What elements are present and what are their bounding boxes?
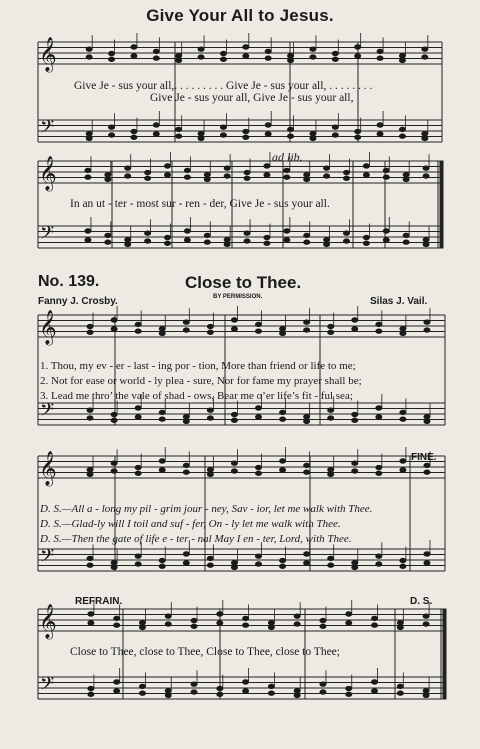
note-chord — [423, 154, 429, 178]
bass-staff — [38, 226, 442, 248]
note-chord — [256, 542, 262, 566]
note-chord — [105, 161, 111, 182]
treble-clef: 𝄞 — [39, 451, 57, 486]
note-chord — [344, 219, 350, 243]
note-chord — [111, 306, 117, 331]
note-chord — [344, 159, 350, 181]
note-chord — [352, 306, 358, 331]
note-chord — [85, 156, 91, 179]
note-chord — [256, 454, 262, 476]
note-chord — [332, 40, 338, 62]
note-chord — [288, 115, 294, 138]
note-chord — [105, 221, 111, 244]
note-chord — [363, 152, 369, 177]
note-chord — [376, 454, 382, 476]
note-chord — [135, 454, 141, 476]
note-chord — [191, 607, 197, 629]
note-chord — [153, 111, 159, 136]
note-chord — [231, 449, 237, 473]
note-chord — [139, 609, 145, 630]
note-chord — [109, 113, 115, 137]
hymn1-lyric-line1-upper: Give Je - sus your all,. . . . . . . . . Give Je - sus your all, . . . . . . . . — [74, 80, 373, 92]
refrain-lyric: Close to Thee, close to Thee, Close to Thee, close to Thee; — [70, 646, 340, 658]
note-chord — [400, 547, 406, 569]
note-chord — [397, 609, 403, 630]
note-chord — [355, 33, 361, 58]
note-chord — [231, 401, 237, 423]
note-chord — [328, 544, 334, 567]
note-chord — [243, 33, 249, 58]
refrain-label: REFRAIN. — [75, 596, 123, 607]
note-chord — [125, 154, 131, 178]
note-chord — [265, 37, 271, 60]
bass-clef: 𝄢 — [40, 223, 55, 248]
note-chord — [243, 604, 249, 627]
note-chord — [191, 670, 197, 694]
note-chord — [176, 115, 182, 138]
note-chord — [220, 40, 226, 62]
note-chord — [424, 540, 430, 565]
note-chord — [423, 226, 429, 247]
note-chord — [135, 542, 141, 566]
note-chord — [284, 217, 290, 242]
note-chord — [159, 315, 165, 336]
note-chord — [422, 120, 428, 141]
note-chord — [131, 118, 137, 140]
note-chord — [294, 677, 300, 698]
note-chord — [352, 401, 358, 423]
treble-clef: 𝄞 — [39, 310, 57, 345]
note-chord — [88, 675, 94, 697]
note-chord — [352, 549, 358, 570]
note-chord — [352, 449, 358, 473]
author: Fanny J. Crosby. — [38, 296, 118, 307]
hymn2-title: Close to Thee. — [185, 273, 302, 292]
note-chord — [114, 668, 120, 693]
composer: Silas J. Vail. — [370, 296, 428, 307]
note-chord — [280, 547, 286, 569]
bass-clef: 𝄢 — [40, 674, 55, 699]
note-chord — [139, 672, 145, 695]
note-chord — [400, 315, 406, 336]
note-chord — [304, 221, 310, 244]
note-chord — [165, 152, 171, 177]
note-chord — [310, 120, 316, 141]
note-chord — [383, 156, 389, 179]
note-chord — [304, 403, 310, 424]
note-chord — [207, 544, 213, 567]
note-chord — [207, 456, 213, 477]
note-chord — [320, 607, 326, 629]
note-chord — [268, 609, 274, 630]
treble-staff — [38, 609, 445, 631]
note-chord — [244, 159, 250, 181]
note-chord — [224, 154, 230, 178]
note-chord — [424, 403, 430, 424]
note-chord — [264, 224, 270, 246]
note-chord — [243, 118, 249, 140]
note-chord — [400, 447, 406, 472]
note-chord — [422, 35, 428, 59]
note-chord — [383, 217, 389, 242]
note-chord — [363, 224, 369, 246]
note-chord — [204, 161, 210, 182]
note-chord — [153, 37, 159, 60]
note-chord — [243, 668, 249, 693]
hymn-number: No. 139. — [38, 273, 100, 290]
note-chord — [346, 675, 352, 697]
note-chord — [183, 403, 189, 424]
note-chord — [377, 111, 383, 136]
note-chord — [183, 308, 189, 332]
note-chord — [328, 313, 334, 335]
note-chord — [159, 547, 165, 569]
final-barline-thick — [443, 609, 446, 699]
note-chord — [304, 161, 310, 182]
note-chord — [268, 672, 274, 695]
note-chord — [403, 221, 409, 244]
note-chord — [264, 152, 270, 177]
bass-staff — [38, 549, 445, 571]
note-chord — [377, 37, 383, 60]
note-chord — [111, 549, 117, 570]
note-chord — [231, 306, 237, 331]
note-chord — [224, 226, 230, 247]
note-chord — [332, 113, 338, 137]
note-chord — [231, 549, 237, 570]
note-chord — [423, 677, 429, 698]
note-chord — [372, 668, 378, 693]
note-chord — [424, 308, 430, 332]
note-chord — [184, 217, 190, 242]
note-chord — [217, 600, 223, 625]
ds-mark: D. S. — [410, 596, 433, 607]
hymn1-lyric-line2: In an ut - ter - most sur - ren - der, Give Je - sus your all. — [70, 198, 330, 210]
note-chord — [145, 159, 151, 181]
note-chord — [294, 602, 300, 626]
note-chord — [145, 219, 151, 243]
note-chord — [397, 672, 403, 695]
treble-clef: 𝄞 — [39, 37, 57, 72]
ds-line-3: D. S.—Then the gate of life e - ter - nal May I en - ter, Lord, with Thee. — [40, 533, 352, 545]
permission-note: BY PERMISSION. — [213, 294, 263, 300]
note-chord — [265, 111, 271, 136]
treble-clef: 𝄞 — [39, 156, 57, 191]
note-chord — [198, 35, 204, 59]
note-chord — [204, 221, 210, 244]
note-chord — [183, 451, 189, 474]
ds-line-1: D. S.—All a - long my pil - grim jour - ney, Sav - ior, let me walk with Thee. — [40, 503, 373, 515]
verse-1: 1. Thou, my ev - er - last - ing por - tion, More than friend or life to me; — [40, 360, 356, 372]
hymn1-lyric-line1-lower: Give Je - sus your all, Give Je - sus your all, — [150, 92, 354, 104]
note-chord — [372, 604, 378, 627]
note-chord — [109, 40, 115, 62]
note-chord — [86, 35, 92, 59]
note-chord — [86, 120, 92, 141]
note-chord — [220, 113, 226, 137]
bass-staff — [38, 677, 445, 699]
note-chord — [400, 398, 406, 421]
bass-staff — [38, 403, 445, 425]
ad-lib-direction: ad lib. — [272, 150, 303, 164]
note-chord — [87, 544, 93, 567]
note-chord — [399, 115, 405, 138]
note-chord — [280, 315, 286, 336]
treble-clef: 𝄞 — [39, 604, 57, 639]
note-chord — [244, 219, 250, 243]
note-chord — [256, 310, 262, 333]
note-chord — [165, 602, 171, 626]
note-chord — [87, 313, 93, 335]
ds-line-2: D. S.—Glad-ly will I toil and suf - fer, On - ly let me walk with Thee. — [40, 518, 341, 530]
note-chord — [310, 35, 316, 59]
note-chord — [176, 42, 182, 63]
note-chord — [288, 42, 294, 63]
note-chord — [165, 677, 171, 698]
note-chord — [87, 456, 93, 477]
note-chord — [324, 226, 330, 247]
note-chord — [184, 156, 190, 179]
bass-clef: 𝄢 — [40, 546, 55, 571]
note-chord — [328, 456, 334, 477]
final-barline-thick — [440, 161, 443, 248]
note-chord — [376, 394, 382, 419]
note-chord — [376, 542, 382, 566]
note-chord — [131, 33, 137, 58]
treble-staff — [38, 456, 445, 478]
note-chord — [324, 154, 330, 178]
treble-staff — [38, 161, 442, 183]
verse-3: 3. Lead me thro’ the vale of shad - ows, Bear me o’er life’s fit - ful sea; — [40, 390, 353, 402]
treble-staff — [38, 315, 445, 337]
note-chord — [114, 604, 120, 627]
note-chord — [280, 447, 286, 472]
note-chord — [320, 670, 326, 694]
note-chord — [111, 449, 117, 473]
note-chord — [165, 224, 171, 246]
note-chord — [125, 226, 131, 247]
note-chord — [304, 451, 310, 474]
note-chord — [111, 401, 117, 423]
note-chord — [403, 161, 409, 182]
note-chord — [135, 310, 141, 333]
hymn1-title: Give Your All to Jesus. — [146, 6, 334, 25]
bass-clef: 𝄢 — [40, 117, 55, 142]
verse-2: 2. Not for ease or world - ly plea - sure, Nor for fame my prayer shall be; — [40, 375, 362, 387]
fine-mark: FINE. — [411, 452, 437, 463]
note-chord — [399, 42, 405, 63]
note-chord — [376, 310, 382, 333]
note-chord — [159, 447, 165, 472]
note-chord — [198, 120, 204, 141]
note-chord — [346, 600, 352, 625]
note-chord — [304, 308, 310, 332]
note-chord — [207, 313, 213, 335]
note-chord — [85, 217, 91, 242]
bass-clef: 𝄢 — [40, 400, 55, 425]
